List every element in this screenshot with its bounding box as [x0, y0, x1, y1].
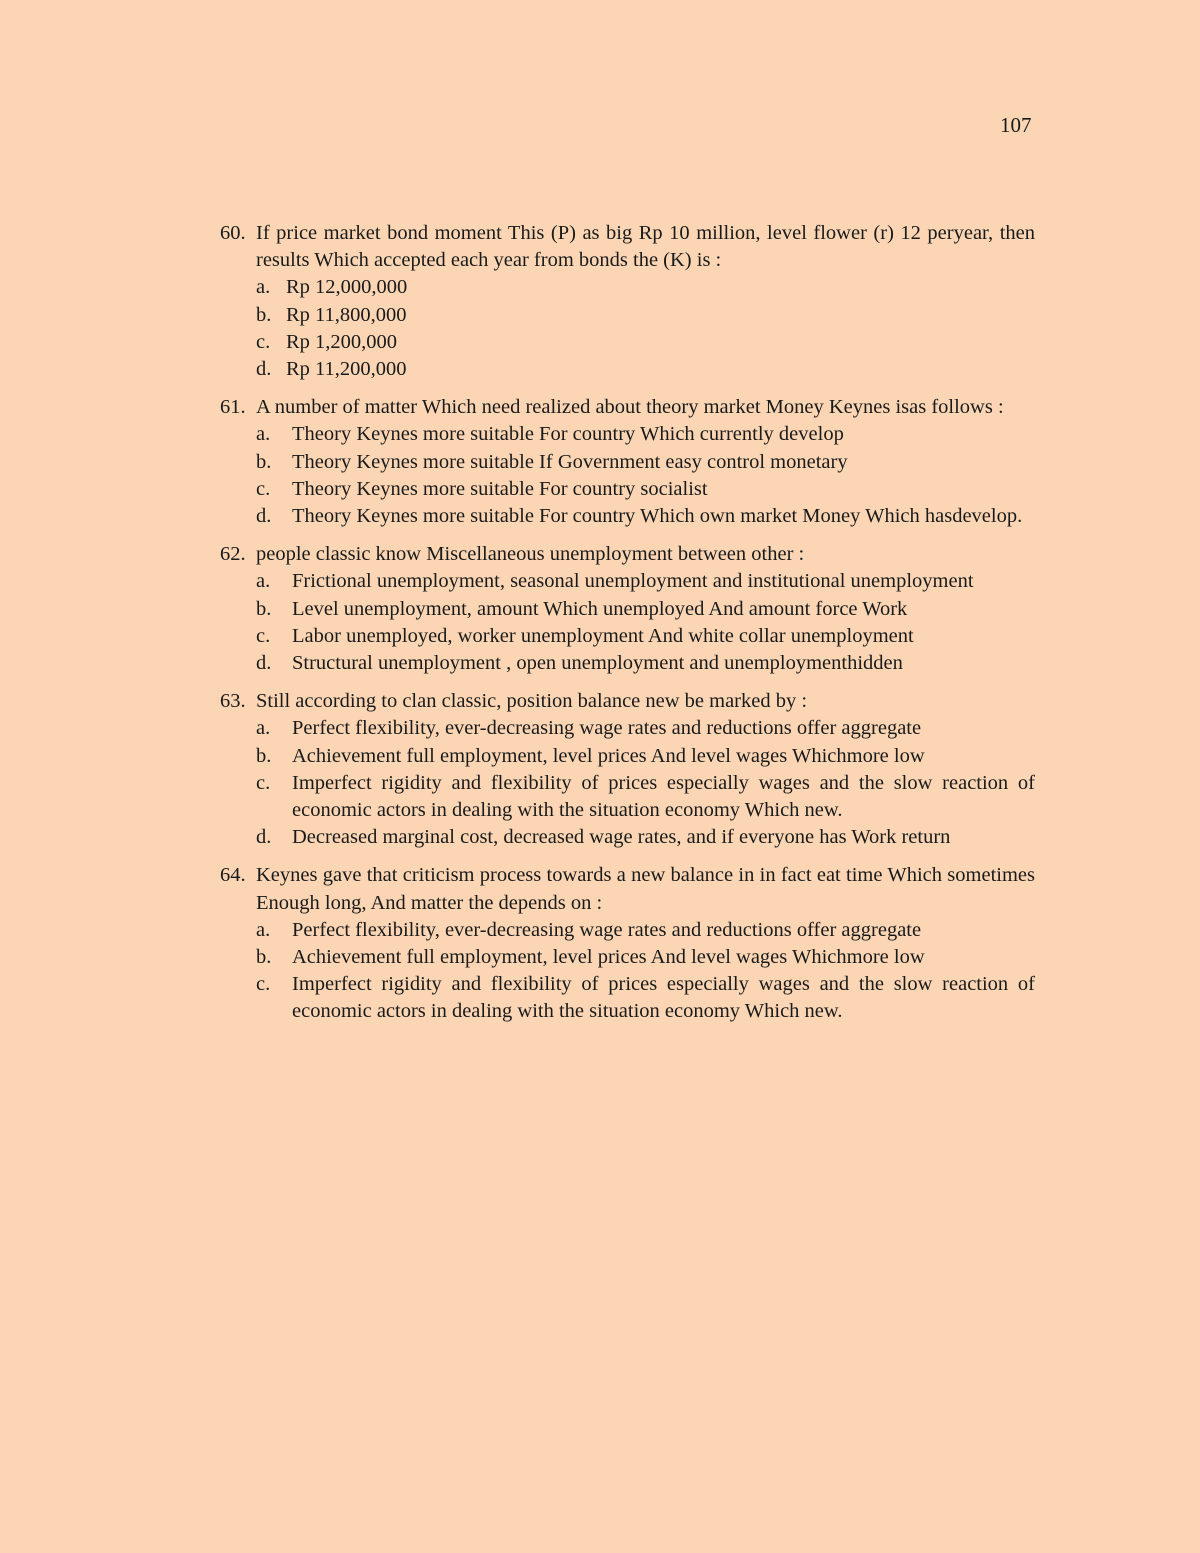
option-letter: a. — [256, 276, 271, 299]
option-text: Rp 11,800,000 — [286, 303, 407, 326]
option-a — [256, 568, 1035, 595]
question-text: people classic know Miscellaneous unemployment between other : — [256, 543, 805, 566]
option-text: Rp 11,200,000 — [286, 358, 407, 381]
option-d — [256, 503, 1035, 530]
question-number: 60. — [220, 222, 246, 244]
option-text: Decreased marginal cost, decreased wage rates, and if everyone has Work return — [292, 826, 951, 849]
option-letter: c. — [256, 330, 271, 353]
option-text: Perfect flexibility, ever-decreasing wage rates and reductions offer aggregate — [292, 717, 922, 740]
option-d — [256, 650, 1035, 677]
option-letter: d. — [256, 358, 272, 381]
question-61 — [220, 394, 1035, 530]
question-62 — [220, 541, 1035, 677]
option-letter: b. — [256, 450, 272, 473]
option-letter: b. — [256, 744, 272, 767]
question-60 — [220, 220, 1035, 383]
option-c — [256, 623, 1035, 650]
option-letter: b. — [256, 946, 272, 969]
option-c — [256, 329, 1035, 356]
option-letter: a. — [256, 918, 271, 941]
option-text: Labor unemployed, worker unemployment And white collar unemployment — [292, 624, 914, 647]
option-text: Frictional unemployment, seasonal unemployment and institutional unemployment — [292, 570, 974, 593]
option-text: Theory Keynes more suitable For country Which currently develop — [292, 423, 844, 446]
question-text: Still according to clan classic, position balance new be marked by : — [256, 690, 808, 713]
option-c — [256, 476, 1035, 503]
question-number: 63. — [220, 690, 246, 713]
option-letter: a. — [256, 570, 271, 593]
option-d — [256, 356, 1035, 383]
option-a — [256, 917, 1035, 944]
option-b — [256, 449, 1035, 476]
option-c — [256, 971, 1035, 1025]
option-letter: b. — [256, 597, 272, 620]
option-text: Theory Keynes more suitable For country Which own market Money Which hasdevelop. — [292, 505, 1023, 528]
option-letter: c. — [256, 477, 271, 500]
option-letter: a. — [256, 717, 271, 740]
option-text: Rp 1,200,000 — [286, 330, 398, 353]
option-b — [256, 302, 1035, 329]
option-letter: d. — [256, 505, 272, 528]
option-text: Structural unemployment , open unemployment and unemploymenthidden — [292, 652, 903, 675]
question-text: If price market bond moment This (P) as big Rp 10 million, level flower (r) 12 peryear, then results Which accepted each year from bonds the (K) is : — [256, 222, 1035, 272]
option-text: Imperfect rigidity and flexibility of prices especially wages and the slow reaction of economic actors in dealing with the situation economy Which new. — [292, 973, 1035, 1023]
option-text: Theory Keynes more suitable For country socialist — [292, 477, 708, 500]
question-63 — [220, 688, 1035, 851]
option-c — [256, 770, 1035, 824]
question-number: 64. — [220, 864, 246, 887]
option-d — [256, 824, 1035, 851]
option-letter: a. — [256, 423, 271, 446]
option-a — [256, 274, 1035, 301]
question-number: 61. — [220, 396, 246, 419]
option-letter: c. — [256, 973, 271, 996]
option-text: Perfect flexibility, ever-decreasing wage rates and reductions offer aggregate — [292, 918, 922, 941]
option-letter: c. — [256, 771, 271, 794]
option-a — [256, 421, 1035, 448]
question-list — [220, 220, 1035, 1037]
option-text: Level unemployment, amount Which unemployed And amount force Work — [292, 597, 908, 620]
option-text: Theory Keynes more suitable If Government easy control monetary — [292, 450, 848, 473]
option-b — [256, 743, 1035, 770]
question-64 — [220, 862, 1035, 1025]
option-text: Achievement full employment, level prices And level wages Whichmore low — [292, 744, 925, 767]
page-number: 107 — [1000, 113, 1032, 137]
option-text: Rp 12,000,000 — [286, 276, 408, 299]
option-letter: d. — [256, 652, 272, 675]
option-b — [256, 596, 1035, 623]
option-letter: c. — [256, 624, 271, 647]
question-number: 62. — [220, 543, 246, 566]
option-text: Achievement full employment, level prices And level wages Whichmore low — [292, 946, 925, 969]
option-letter: d. — [256, 826, 272, 849]
question-text: A number of matter Which need realized about theory market Money Keynes isas follows : — [256, 396, 1004, 419]
option-b — [256, 944, 1035, 971]
option-a — [256, 715, 1035, 742]
option-text: Imperfect rigidity and flexibility of prices especially wages and the slow reaction of economic actors in dealing with the situation economy Which new. — [292, 771, 1035, 822]
option-letter: b. — [256, 303, 272, 326]
question-text: Keynes gave that criticism process towards a new balance in in fact eat time Which sometimes Enough long, And matter the depends on : — [256, 864, 1035, 914]
